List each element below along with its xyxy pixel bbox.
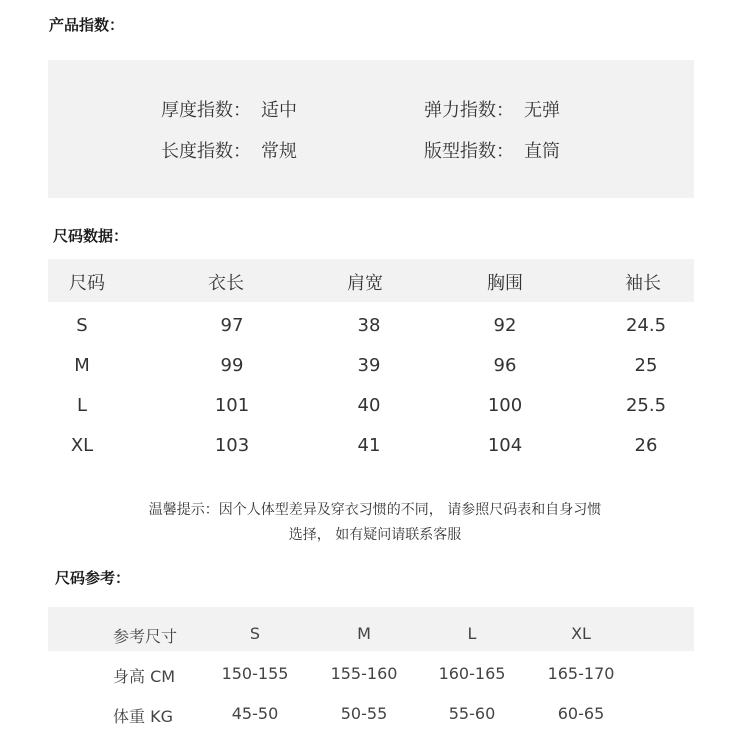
fit-index-value: 直筒 (524, 141, 560, 162)
height-label: 身高 CM (113, 667, 176, 686)
size-header-shoulder: 肩宽 (347, 273, 383, 294)
tip-note-line2: 选择， 如有疑问请联系客服 (288, 527, 462, 543)
size-header-chest: 胸围 (487, 273, 523, 294)
elasticity-index-value: 无弹 (524, 100, 560, 121)
weight-cell: 55-60 (448, 704, 496, 723)
product-index-panel (48, 60, 694, 198)
length-cell: 103 (214, 435, 250, 456)
reference-header-l: L (467, 624, 477, 643)
length-index-value: 常规 (261, 141, 297, 162)
weight-label: 体重 KG (113, 707, 173, 726)
size-reference-title: 尺码参考： (55, 569, 131, 587)
sleeve-cell: 25 (634, 355, 658, 376)
size-header-length: 衣长 (208, 273, 244, 294)
weight-cell: 60-65 (557, 704, 605, 723)
length-cell: 99 (220, 355, 244, 376)
shoulder-cell: 40 (357, 395, 381, 416)
thickness-index (161, 96, 297, 122)
size-header-size: 尺码 (69, 273, 105, 294)
chest-cell: 92 (493, 315, 517, 336)
product-index-title: 产品指数： (49, 16, 125, 34)
weight-cell: 50-55 (340, 704, 388, 723)
height-cell: 155-160 (330, 664, 398, 683)
elasticity-index-label: 弹力指数： (424, 100, 514, 121)
sleeve-cell: 24.5 (625, 315, 667, 336)
tip-note-line1: 温馨提示：因个人体型差异及穿衣习惯的不同， 请参照尺码表和自身习惯 (148, 502, 602, 518)
height-cell: 165-170 (547, 664, 615, 683)
shoulder-cell: 38 (357, 315, 381, 336)
shoulder-cell: 39 (357, 355, 381, 376)
size-data-title: 尺码数据： (53, 227, 129, 245)
height-cell: 160-165 (438, 664, 506, 683)
reference-header-xl: XL (571, 624, 591, 643)
size-header-sleeve: 袖长 (625, 273, 661, 294)
reference-header-label: 参考尺寸 (113, 627, 178, 646)
size-cell: L (76, 395, 88, 416)
shoulder-cell: 41 (357, 435, 381, 456)
size-cell: M (74, 355, 90, 376)
length-cell: 101 (214, 395, 250, 416)
length-index (161, 137, 297, 163)
weight-cell: 45-50 (231, 704, 279, 723)
elasticity-index (424, 96, 560, 122)
fit-index-label: 版型指数： (424, 141, 514, 162)
sleeve-cell: 25.5 (625, 395, 667, 416)
thickness-index-value: 适中 (261, 100, 297, 121)
chest-cell: 96 (493, 355, 517, 376)
fit-index (424, 137, 560, 163)
chest-cell: 104 (487, 435, 523, 456)
reference-header-s: S (249, 624, 261, 643)
length-cell: 97 (220, 315, 244, 336)
height-cell: 150-155 (221, 664, 289, 683)
size-cell: XL (70, 435, 94, 456)
thickness-index-label: 厚度指数： (161, 100, 251, 121)
sleeve-cell: 26 (634, 435, 658, 456)
size-cell: S (76, 315, 88, 336)
reference-header-m: M (357, 624, 371, 643)
length-index-label: 长度指数： (161, 141, 251, 162)
chest-cell: 100 (487, 395, 523, 416)
